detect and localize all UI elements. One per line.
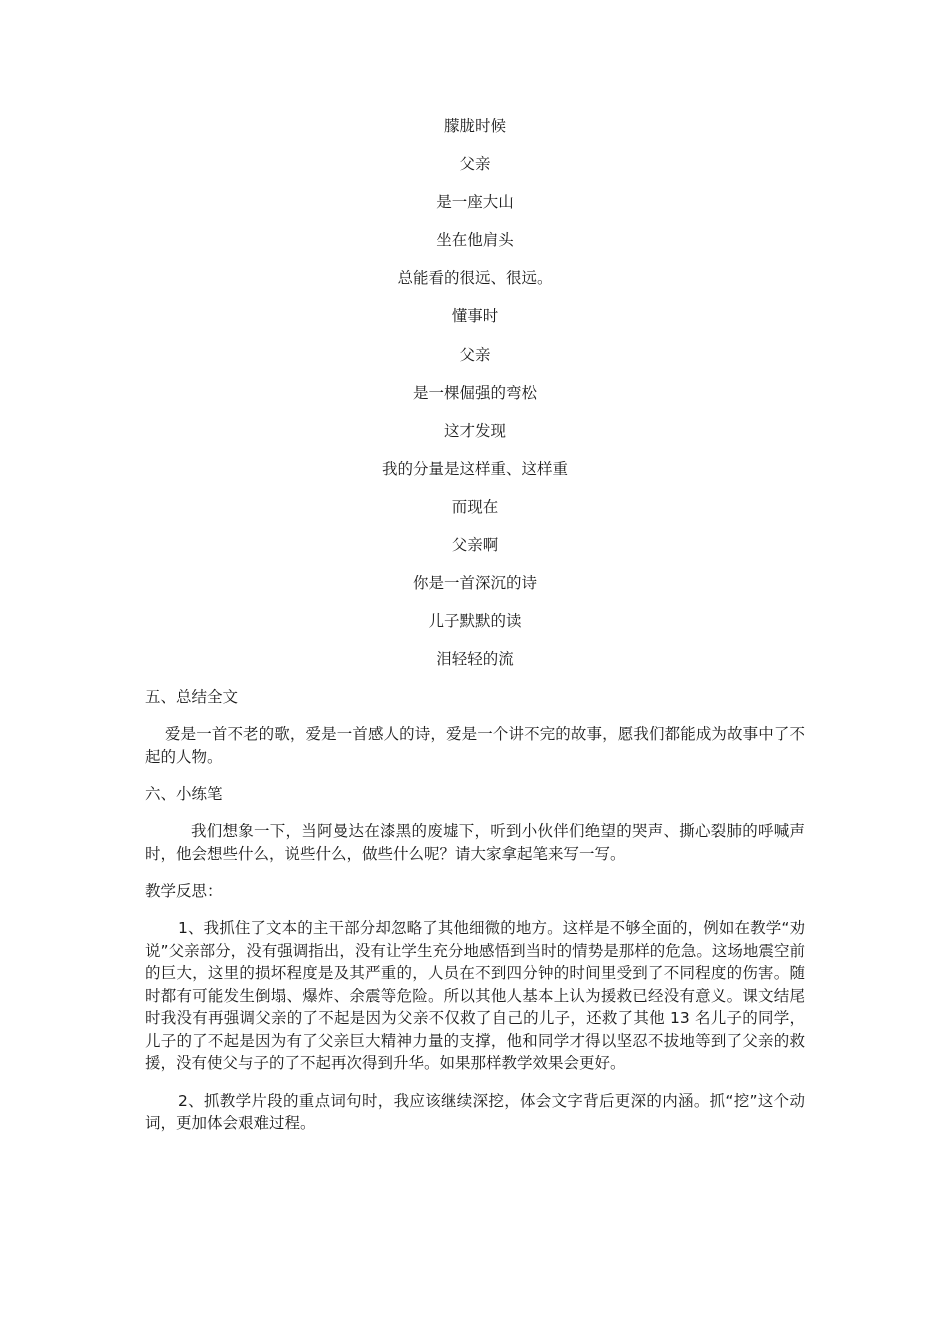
poem-line: 懂事时	[451, 307, 499, 326]
reflection-paragraph-2: 2、抓教学片段的重点词句时，我应该继续深挖，体会文字背后更深的内涵。抓“挖”这个动词，更加体会艰难过程。	[145, 1091, 805, 1132]
poem-line: 是一棵倔强的弯松	[412, 383, 537, 402]
poem-line: 而现在	[451, 497, 499, 516]
poem-line: 我的分量是这样重、这样重	[381, 459, 568, 478]
summary-paragraph: 爱是一首不老的歌，爱是一首感人的诗，爱是一个讲不完的故事，愿我们都能成为故事中了不起的人物。	[145, 725, 805, 766]
poem-line: 儿子默默的读	[428, 612, 522, 631]
section-heading-summary: 五、总结全文	[145, 688, 239, 706]
poem-line: 这才发现	[443, 421, 506, 440]
poem-line: 泪轻轻的流	[436, 650, 514, 669]
section-heading-reflection: 教学反思：	[145, 882, 223, 900]
section-heading-writing-practice: 六、小练笔	[145, 785, 223, 803]
poem-line: 父亲	[459, 345, 491, 364]
poem-line: 总能看的很远、很远。	[397, 269, 553, 288]
document-body	[145, 686, 805, 1150]
poem-line: 是一座大山	[436, 193, 514, 212]
poem-line: 父亲	[459, 155, 491, 174]
poem-line: 坐在他肩头	[436, 231, 514, 250]
poem-line: 朦胧时候	[443, 117, 506, 135]
poem	[0, 115, 950, 686]
poem-line: 父亲啊	[451, 536, 499, 555]
poem-line: 你是一首深沉的诗	[412, 574, 537, 593]
reflection-paragraph-1: 1、我抓住了文本的主干部分却忽略了其他细微的地方。这样是不够全面的，例如在教学“劝说”父亲部分，没有强调指出，没有让学生充分地感悟到当时的情势是那样的危急。这场地震空前的巨大，这里的损坏程度是及其严重的，人员在不到四分钟的时间里受到了不同程度的伤害。随时都有可能发生倒塌、爆炸、余震等危险。所以其他人基本上认为援救已经没有意义。课文结尾时我没有再强调父亲的了不起是因为父亲不仅救了自己的儿子，还救了其他 13 名儿子的同学，儿子的了不起是因为有了父亲巨大精神力量的支撑，他和同学才得以坚忍不拔地等到了父亲的救援，没有使父与子的了不起再次得到升华。如果那样教学效果会更好。	[145, 919, 805, 1072]
writing-practice-paragraph: 我们想象一下，当阿曼达在漆黑的废墟下，听到小伙伴们绝望的哭声、撕心裂肺的呼喊声时，他会想些什么，说些什么，做些什么呢？请大家拿起笔来写一写。	[145, 822, 805, 863]
